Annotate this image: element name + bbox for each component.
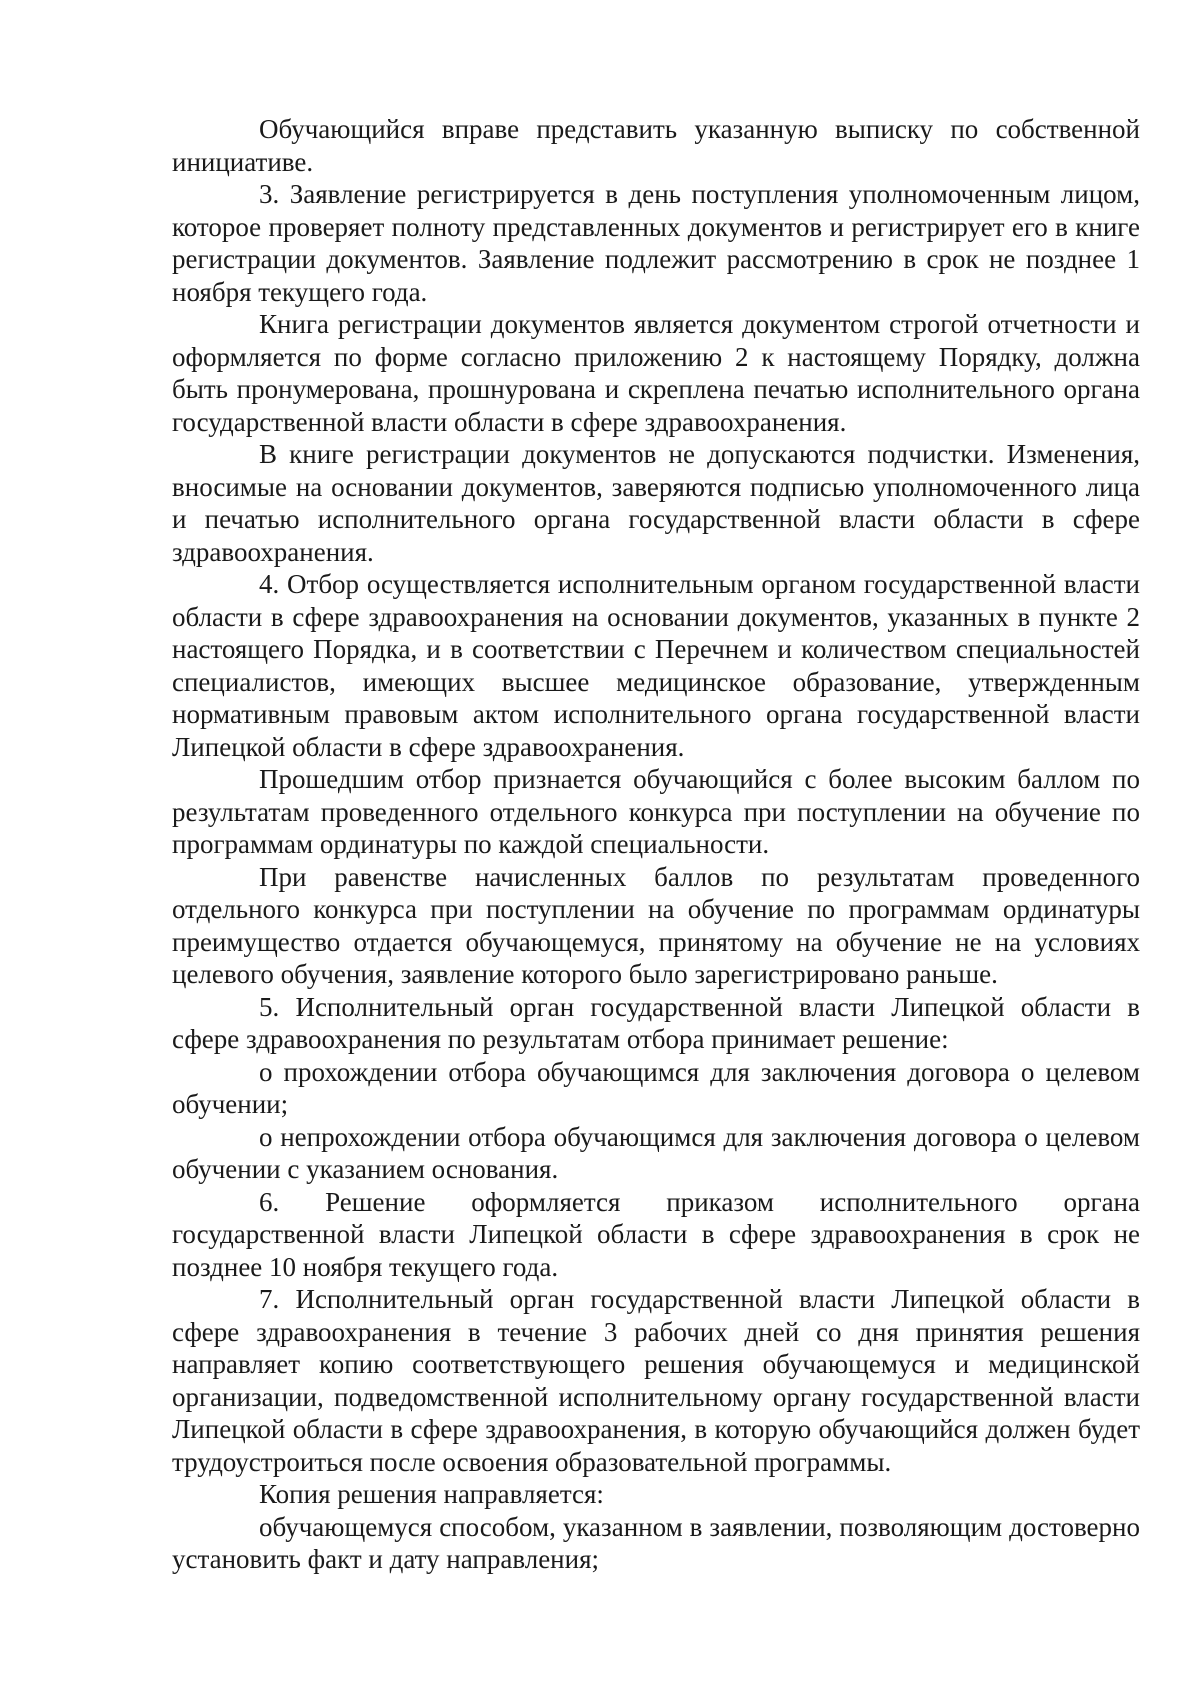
paragraph-copy-to-student: обучающемуся способом, указанном в заявлении, позволяющим достоверно установить факт и дату направления;	[172, 1511, 1140, 1574]
paragraph-copy-sent: Копия решения направляется:	[259, 1479, 604, 1509]
paragraph-extract-initiative: Обучающийся вправе представить указанную выписку по собственной инициативе.	[172, 114, 1140, 177]
paragraph-3-registration: 3. Заявление регистрируется в день поступления уполномоченным лицом, которое проверяет полноту представленных документов и регистрирует его в книге регистрации документов. Заявление подлежит рассмотрению в срок не позднее 1 ноября текущего года.	[172, 179, 1140, 307]
paragraph-book-corrections: В книге регистрации документов не допускаются подчистки. Изменения, вносимые на основании документов, заверяются подписью уполномоченного лица и печатью исполнительного органа государственной власти области в сфере здравоохранения.	[172, 439, 1140, 567]
paragraph-registration-book: Книга регистрации документов является документом строгой отчетности и оформляется по форме согласно приложению 2 к настоящему Порядку, должна быть пронумерована, прошнурована и скреплена печатью исполнительного органа государственной власти области в сфере здравоохранения.	[172, 309, 1140, 437]
paragraph-selection-passed: Прошедшим отбор признается обучающийся с более высоким баллом по результатам проведенного отдельного конкурса при поступлении на обучение по программам ординатуры по каждой специальности.	[172, 764, 1140, 859]
paragraph-decision-passed: о прохождении отбора обучающимся для заключения договора о целевом обучении;	[172, 1056, 1140, 1119]
paragraph-7-copy: 7. Исполнительный орган государственной власти Липецкой области в сфере здравоохранения в течение 3 рабочих дней со дня принятия решения направляет копию соответствующего решения обучающемуся и медицинской организации, подведомственной исполнительному органу государственной власти Липецкой области в сфере здравоохранения, в которую обучающийся должен будет трудоустроиться после освоения образовательной программы.	[172, 1284, 1140, 1477]
paragraph-decision-failed: о непрохождении отбора обучающимся для заключения договора о целевом обучении с указанием основания.	[172, 1121, 1140, 1184]
paragraph-equal-scores: При равенстве начисленных баллов по результатам проведенного отдельного конкурса при поступлении на обучение по программам ординатуры преимущество отдается обучающемуся, принятому на обучение не на условиях целевого обучения, заявление которого было зарегистрировано раньше.	[172, 861, 1140, 989]
paragraph-4-selection: 4. Отбор осуществляется исполнительным органом государственной власти области в сфере здравоохранения на основании документов, указанных в пункте 2 настоящего Порядка, и в соответствии с Перечнем и количеством специальностей специалистов, имеющих высшее медицинское образование, утвержденным нормативным правовым актом исполнительного органа государственной власти Липецкой области в сфере здравоохранения.	[172, 569, 1140, 762]
document-body	[172, 113, 1140, 1576]
paragraph-6-order: 6. Решение оформляется приказом исполнительного органа государственной власти Липецкой области в сфере здравоохранения в срок не позднее 10 ноября текущего года.	[172, 1186, 1140, 1282]
paragraph-5-decision: 5. Исполнительный орган государственной власти Липецкой области в сфере здравоохранения по результатам отбора принимает решение:	[172, 991, 1140, 1054]
